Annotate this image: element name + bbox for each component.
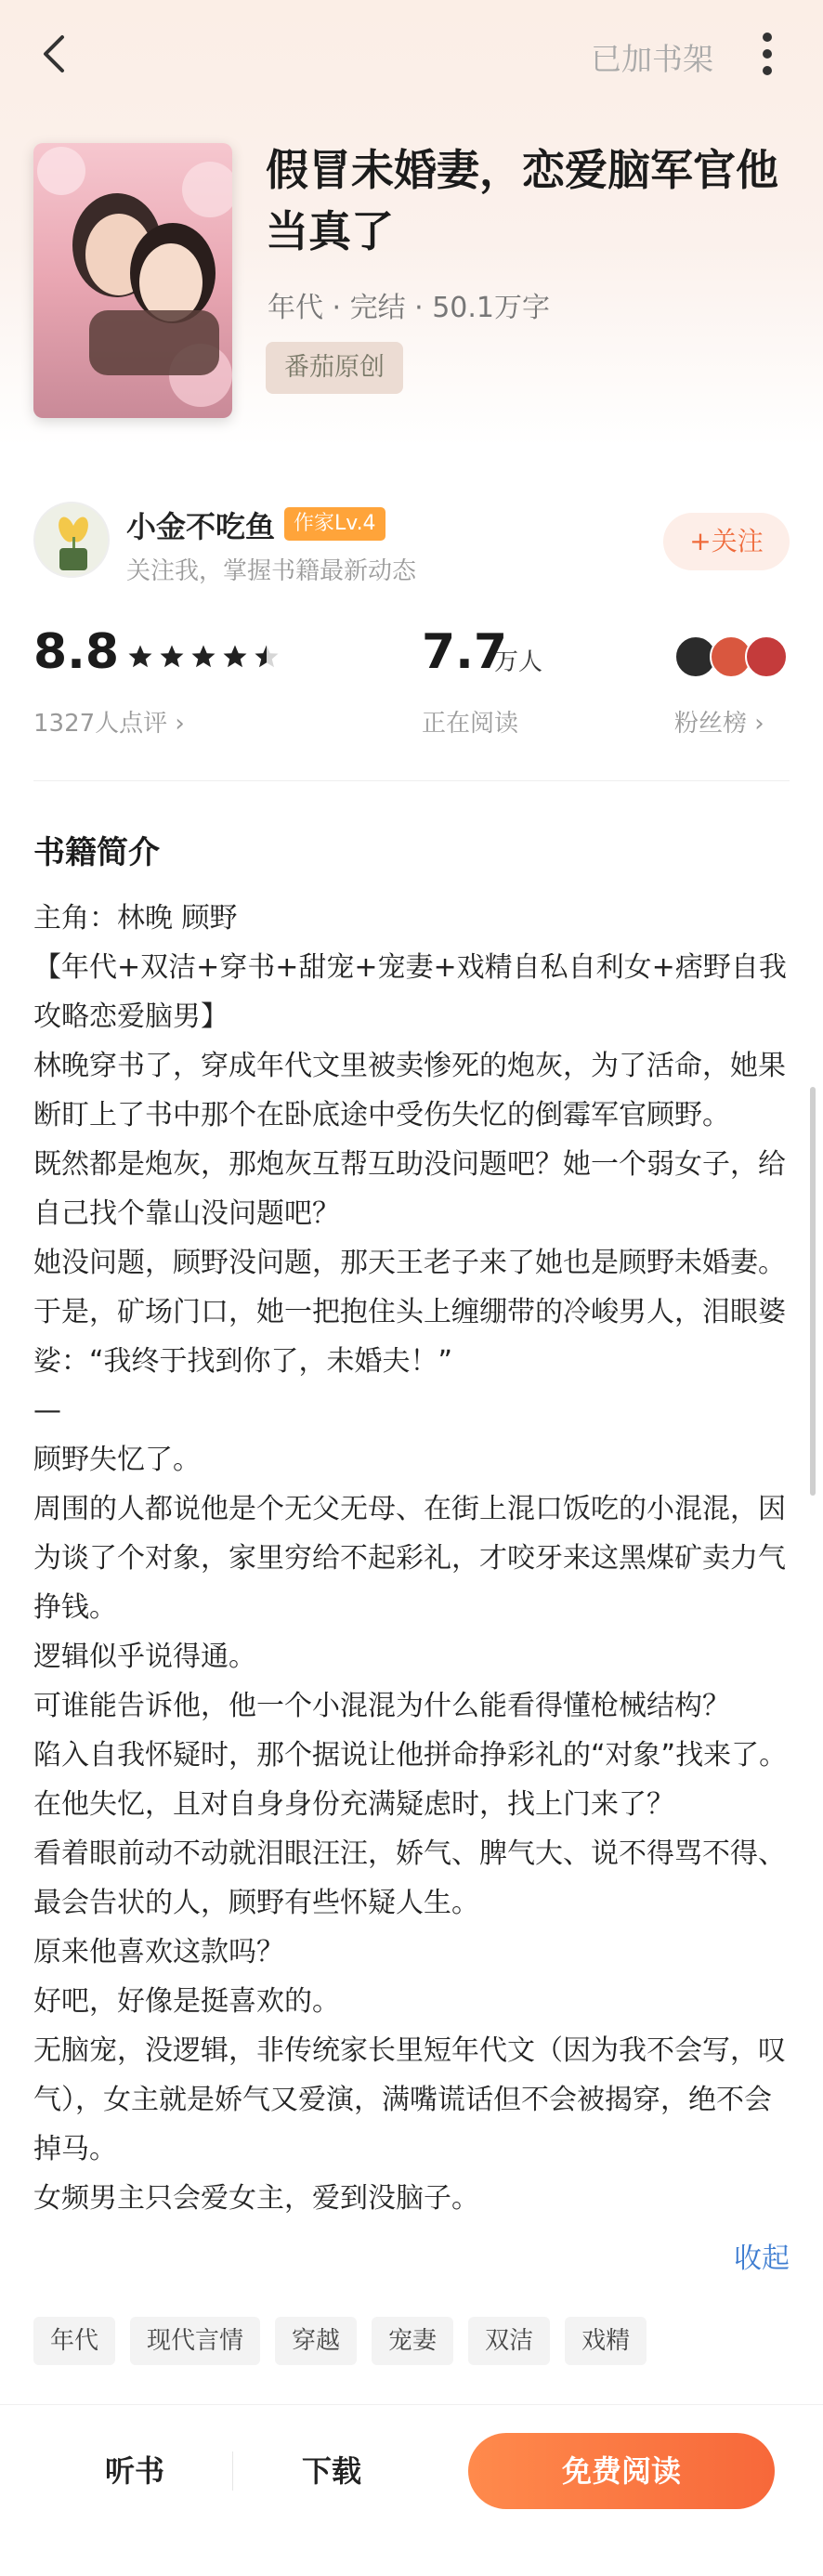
tag-chip[interactable]: 宠妻 bbox=[372, 2317, 453, 2365]
synopsis-line: — bbox=[33, 1394, 61, 1427]
synopsis-line: 既然都是炮灰，那炮灰互帮互助没问题吧？她一个弱女子，给自己找个靠山没问题吧？ bbox=[33, 1148, 786, 1230]
star-icon bbox=[158, 643, 186, 671]
synopsis-line: 林晚穿书了，穿成年代文里被卖惨死的炮灰，为了活命，她果断盯上了书中那个在卧底途中受伤失忆的倒霉军官顾野。 bbox=[33, 1050, 786, 1131]
star-icon bbox=[221, 643, 249, 671]
collapse-button[interactable]: 收起 bbox=[734, 2243, 790, 2275]
synopsis-line: 可谁能告诉他，他一个小混混为什么能看得懂枪械结构？ bbox=[33, 1690, 730, 1722]
tag-chip[interactable]: 戏精 bbox=[565, 2317, 647, 2365]
star-icon bbox=[126, 643, 154, 671]
synopsis-line: 在他失忆，且对自身身份充满疑虑时，找上门来了？ bbox=[33, 1788, 674, 1821]
top-bar bbox=[0, 0, 823, 111]
author-name[interactable]: 小金不吃鱼 bbox=[126, 509, 276, 544]
fan-avatar bbox=[745, 635, 788, 678]
scrollbar[interactable] bbox=[810, 1087, 816, 1496]
star-icon bbox=[189, 643, 217, 671]
more-vertical-icon bbox=[762, 32, 773, 76]
author-row[interactable] bbox=[33, 502, 790, 585]
rating-score: 8.8 bbox=[33, 624, 120, 680]
synopsis-title: 书籍简介 bbox=[33, 834, 160, 871]
synopsis-text bbox=[33, 894, 790, 2223]
synopsis-line: 顾野失忆了。 bbox=[33, 1444, 201, 1476]
synopsis-line: 周围的人都说他是个无父无母、在街上混口饭吃的小混混，因为谈了个对象，家里穷给不起彩礼，才咬牙来这黑煤矿卖力气挣钱。 bbox=[33, 1493, 786, 1624]
synopsis-line: 看着眼前动不动就泪眼汪汪，娇气、脾气大、说不得骂不得、最会告状的人，顾野有些怀疑人生。 bbox=[33, 1837, 786, 1919]
rating-stars bbox=[126, 643, 281, 671]
synopsis-line: 女频男主只会爱女主，爱到没脑子。 bbox=[33, 2182, 479, 2215]
synopsis-line: 陷入自我怀疑时，那个据说让他拼命挣彩礼的“对象”找来了。 bbox=[33, 1739, 788, 1772]
tag-list bbox=[33, 2317, 647, 2365]
section-divider bbox=[33, 780, 790, 781]
book-meta: 年代 · 完结 · 50.1万字 bbox=[268, 292, 551, 324]
bottom-action-bar bbox=[0, 2404, 823, 2576]
tag-chip[interactable]: 穿越 bbox=[275, 2317, 357, 2365]
synopsis-line: 原来他喜欢这款吗？ bbox=[33, 1936, 284, 1968]
plant-pot-icon bbox=[35, 503, 110, 578]
author-subtitle: 关注我，掌握书籍最新动态 bbox=[126, 557, 417, 585]
star-half-icon bbox=[253, 643, 281, 671]
reading-label: 正在阅读 bbox=[422, 710, 519, 738]
added-to-shelf-label[interactable]: 已加书架 bbox=[591, 41, 713, 77]
download-button[interactable]: 下载 bbox=[301, 2453, 361, 2489]
synopsis-line: 逻辑似乎说得通。 bbox=[33, 1641, 256, 1673]
synopsis-line: 无脑宠，没逻辑，非传统家长里短年代文（因为我不会写，叹气），女主就是娇气又爱演，满嘴谎话但不会被揭穿，绝不会掉马。 bbox=[33, 2034, 786, 2165]
synopsis-line: 于是，矿场门口，她一把抱住头上缠绷带的冷峻男人，泪眼婆娑：“我终于找到你了，未婚夫！” bbox=[33, 1296, 786, 1378]
free-read-button[interactable]: 免费阅读 bbox=[468, 2433, 775, 2509]
tag-chip[interactable]: 现代言情 bbox=[130, 2317, 260, 2365]
author-level-badge: 作家Lv.4 bbox=[284, 507, 385, 541]
fans-ranking-link[interactable]: 粉丝榜 › bbox=[674, 710, 764, 738]
bar-separator bbox=[232, 2452, 233, 2491]
tag-chip[interactable]: 双洁 bbox=[468, 2317, 550, 2365]
book-title: 假冒未婚妻，恋爱脑军官他当真了 bbox=[266, 145, 778, 256]
cover-illustration bbox=[33, 143, 232, 418]
synopsis-line: 好吧，好像是挺喜欢的。 bbox=[33, 1985, 340, 2018]
author-avatar[interactable] bbox=[33, 502, 110, 578]
stats-row bbox=[33, 624, 790, 754]
source-tag: 番茄原创 bbox=[266, 342, 403, 394]
follow-button[interactable]: +关注 bbox=[663, 513, 790, 570]
more-button[interactable] bbox=[745, 26, 790, 82]
synopsis-line: 主角：林晚 顾野 bbox=[33, 902, 238, 935]
chevron-left-icon bbox=[40, 33, 68, 74]
fans-avatars[interactable] bbox=[674, 635, 795, 680]
synopsis-line: 她没问题，顾野没问题，那天王老子来了她也是顾野未婚妻。 bbox=[33, 1247, 786, 1279]
back-button[interactable] bbox=[26, 26, 82, 82]
tag-chip[interactable]: 年代 bbox=[33, 2317, 115, 2365]
synopsis-line: 【年代+双洁+穿书+甜宠+宠妻+戏精自私自利女+痞野自我攻略恋爱脑男】 bbox=[33, 951, 787, 1033]
reading-count: 7.7 bbox=[422, 624, 508, 680]
book-cover[interactable] bbox=[33, 143, 232, 418]
rating-count-link[interactable]: 1327人点评 › bbox=[33, 710, 185, 738]
reading-unit: 万人 bbox=[494, 648, 543, 676]
listen-button[interactable]: 听书 bbox=[104, 2453, 164, 2489]
